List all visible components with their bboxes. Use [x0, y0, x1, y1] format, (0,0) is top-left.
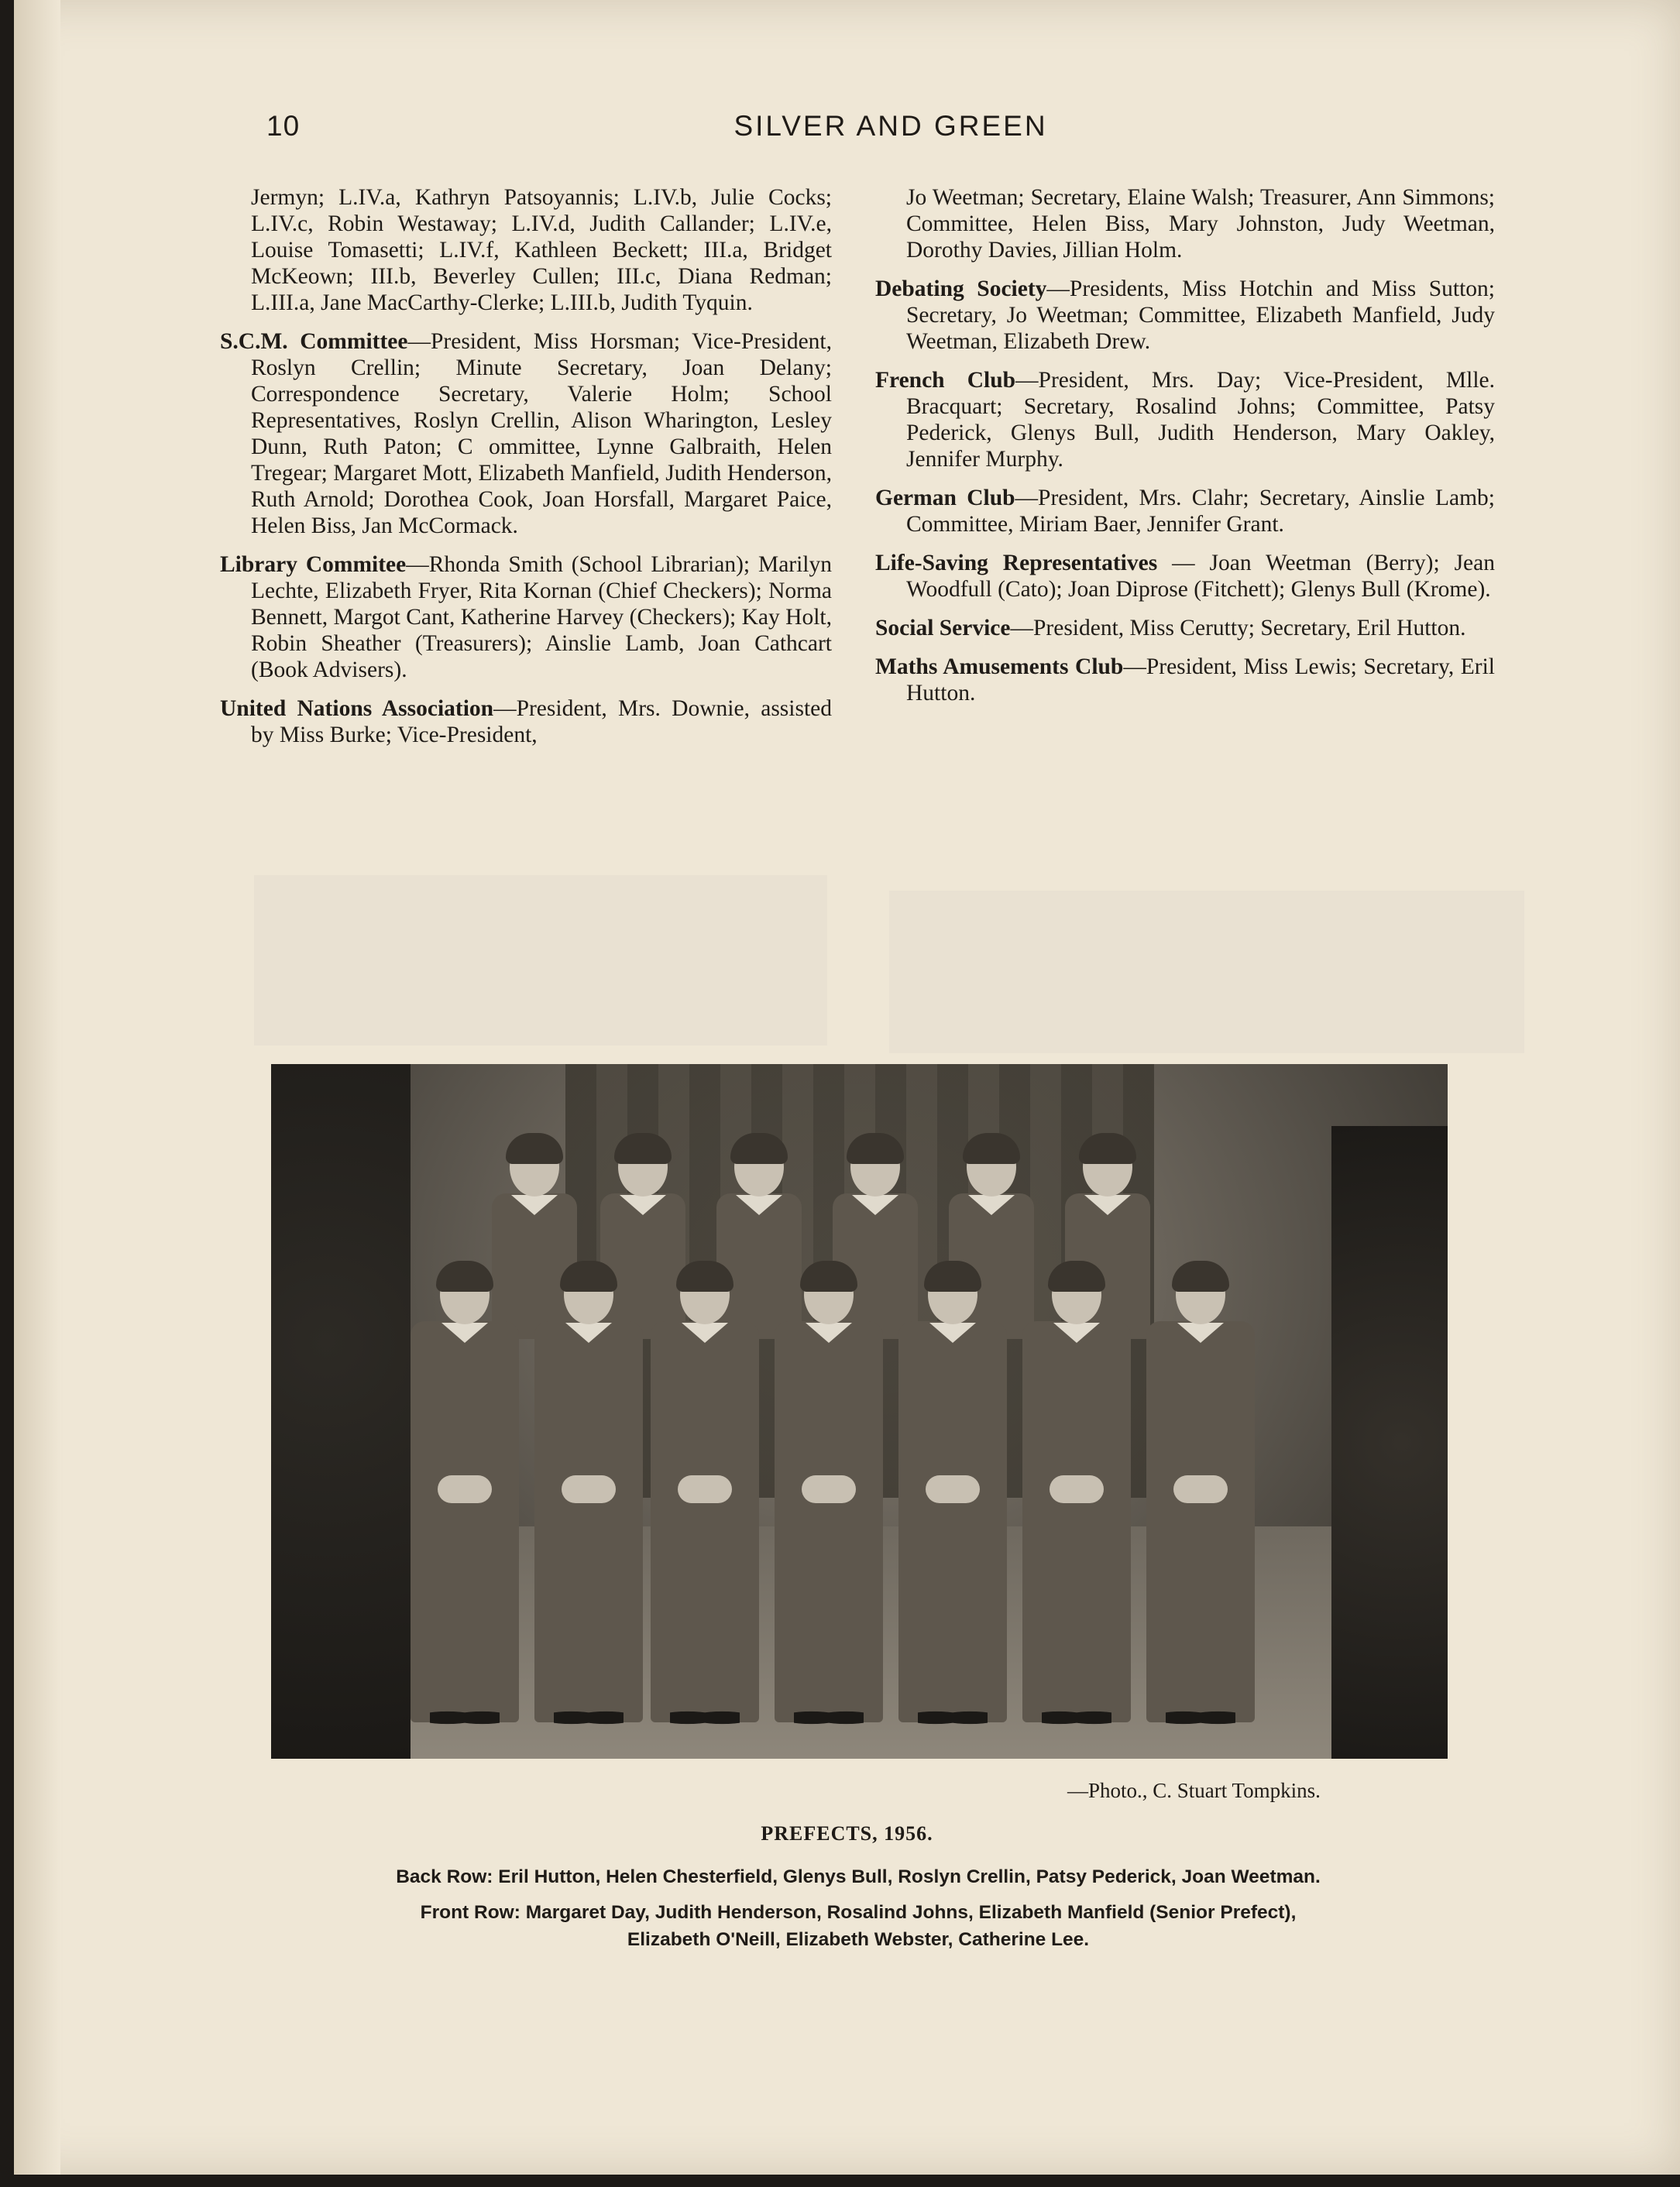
club-entry — [220, 328, 832, 539]
figure-body — [1146, 1321, 1255, 1722]
figure-hair — [800, 1261, 857, 1292]
club-entry — [875, 485, 1495, 537]
figure-hair — [847, 1133, 904, 1164]
page-number: 10 — [266, 110, 301, 142]
running-title: SILVER AND GREEN — [733, 110, 1048, 142]
figure-body — [411, 1321, 519, 1722]
figure-hair — [1048, 1261, 1105, 1292]
club-entry-body: — Joan Weetman (Berry); Jean Woodfull (Cato); Joan Diprose (Fitchett); Glenys Bull (Krome). — [906, 551, 1495, 602]
figure-hair — [1172, 1261, 1229, 1292]
front-row-label: Front Row: — [420, 1902, 520, 1923]
club-entry — [220, 695, 832, 748]
figure-hands — [678, 1475, 732, 1503]
figure-hair — [924, 1261, 981, 1292]
prefect-figure — [403, 1265, 527, 1722]
figure-shoes — [554, 1707, 624, 1729]
figure-hands — [562, 1475, 616, 1503]
club-entry-body: Jermyn; L.IV.a, Kathryn Patsoyannis; L.IV.b, Julie Cocks; L.IV.c, Robin Westaway; L.IV.d, Judith Callander; L.IV.e, Louise Tomasetti; L.IV.f, Kathleen Beckett; III.a, Bridget McKeown; III.b, Beverley Cullen; III.c, Diana Redman; L.III.a, Jane MacCarthy-Clerke; L.III.b, Judith Tyquin. — [251, 185, 832, 315]
club-entry-body: —Presidents, Miss Hotchin and Miss Sutton; Secretary, Jo Weetman; Committee, Elizabeth Manfield, Judy Weetman, Elizabeth Drew. — [906, 276, 1496, 354]
figure-hands — [802, 1475, 856, 1503]
club-entry-title: Life-Saving Representatives — [875, 551, 1158, 575]
page — [14, 0, 1680, 2175]
figure-shoes — [1166, 1707, 1235, 1729]
photo-credit: —Photo., C. Stuart Tompkins. — [1067, 1779, 1321, 1802]
bleed-through-region — [254, 875, 827, 1045]
club-entry — [875, 276, 1495, 355]
club-entry — [875, 367, 1495, 472]
figure-shoes — [670, 1707, 740, 1729]
figure-body — [775, 1321, 883, 1722]
figure-hair — [963, 1133, 1020, 1164]
club-entry — [875, 654, 1495, 706]
club-entry-body: Jo Weetman; Secretary, Elaine Walsh; Treasurer, Ann Simmons; Committee, Helen Biss, Mary Johnston, Judy Weetman, Dorothy Davies, Jillian Holm. — [906, 185, 1495, 263]
club-entry — [875, 615, 1495, 641]
club-entry-title: German Club — [875, 486, 1015, 510]
figure-hair — [560, 1261, 617, 1292]
club-entry-body: —President, Mrs. Day; Vice-President, Mlle. Bracquart; Secretary, Rosalind Johns; Committee, Patsy Pederick, Glenys Bull, Judith Henderson, Mary Oakley, Jennifer Murphy. — [906, 368, 1495, 472]
back-row-label: Back Row: — [396, 1866, 493, 1887]
figure-body — [534, 1321, 643, 1722]
figure-shoes — [794, 1707, 864, 1729]
prefects-photograph — [271, 1064, 1448, 1759]
caption-title: PREFECTS, 1956. — [761, 1822, 933, 1845]
figure-hair — [676, 1261, 733, 1292]
figure-hands — [438, 1475, 492, 1503]
club-entry-body: —Rhonda Smith (School Librarian); Marilyn Lechte, Elizabeth Fryer, Rita Kornan (Chief Checkers); Norma Bennett, Margot Cant, Katherine Harvey (Checkers); Kay Holt, Robin Sheather (Treasurers); Ainslie Lamb, Joan Cathcart (Book Advisers). — [251, 552, 832, 682]
back-row-names: Eril Hutton, Helen Chesterfield, Glenys Bull, Roslyn Crellin, Patsy Pederick, Joan Weetman. — [493, 1866, 1321, 1887]
club-entry-title: French Club — [875, 368, 1016, 393]
caption-front-row — [262, 1902, 1455, 1924]
prefect-figure — [643, 1265, 767, 1722]
figure-body — [898, 1321, 1007, 1722]
left-column — [220, 184, 832, 760]
figure-shoes — [430, 1707, 500, 1729]
figure-hands — [1173, 1475, 1228, 1503]
photo-foliage-left — [271, 1064, 411, 1759]
club-entry-body: —President, Mrs. Downie, assisted by Miss Burke; Vice-President, — [251, 696, 832, 747]
figure-hands — [926, 1475, 980, 1503]
figure-hair — [1079, 1133, 1136, 1164]
prefect-figure — [527, 1265, 651, 1722]
club-entry-body: —President, Miss Lewis; Secretary, Eril Hutton. — [906, 654, 1495, 706]
figure-hair — [506, 1133, 563, 1164]
figure-shoes — [1042, 1707, 1111, 1729]
page-spine-shadow — [14, 0, 60, 2175]
right-column — [875, 184, 1495, 719]
figure-body — [651, 1321, 759, 1722]
figure-shoes — [918, 1707, 988, 1729]
figure-hair — [436, 1261, 493, 1292]
club-entry-title: Social Service — [875, 616, 1011, 640]
club-entry-body: —President, Mrs. Clahr; Secretary, Ainslie Lamb; Committee, Miriam Baer, Jennifer Grant. — [906, 486, 1495, 537]
page-header — [256, 110, 1526, 156]
figure-hands — [1050, 1475, 1104, 1503]
figure-body — [1022, 1321, 1131, 1722]
photo-foliage-right — [1331, 1126, 1448, 1759]
prefect-figure — [1015, 1265, 1139, 1722]
club-entry — [875, 550, 1495, 603]
club-entry-title: S.C.M. Committee — [220, 329, 408, 354]
prefect-figure — [767, 1265, 891, 1722]
figure-hair — [730, 1133, 788, 1164]
club-entry — [220, 184, 832, 316]
club-entry-body: —President, Miss Horsman; Vice-President, Roslyn Crellin; Minute Secretary, Joan Delany; Correspondence Secretary, Valerie Holm; School Representatives, Roslyn Crellin, Alison Wharington, Lesley Dunn, Ruth Paton; C ommittee, Lynne Galbraith, Helen Tregear; Margaret Mott, Elizabeth Manfield, Judith Henderson, Ruth Arnold; Dorothea Cook, Joan Horsfall, Margaret Paice, Helen Biss, Jan McCormack. — [251, 329, 832, 538]
prefect-figure — [891, 1265, 1015, 1722]
prefect-figure — [1139, 1265, 1263, 1722]
club-entry-title: Library Commitee — [220, 552, 407, 577]
club-entry — [220, 551, 832, 683]
club-entry — [875, 184, 1495, 263]
club-entry-title: United Nations Association — [220, 696, 494, 721]
front-row-names-1: Margaret Day, Judith Henderson, Rosalind Johns, Elizabeth Manfield (Senior Prefect), — [520, 1902, 1297, 1923]
figure-hair — [614, 1133, 672, 1164]
club-entry-title: Debating Society — [875, 276, 1047, 301]
bleed-through-region — [889, 891, 1524, 1053]
club-entry-body: —President, Miss Cerutty; Secretary, Eril Hutton. — [1010, 616, 1466, 640]
club-entry-title: Maths Amusements Club — [875, 654, 1124, 679]
caption-back-row — [262, 1866, 1455, 1888]
caption-front-row-continued: Elizabeth O'Neill, Elizabeth Webster, Catherine Lee. — [627, 1929, 1090, 1950]
